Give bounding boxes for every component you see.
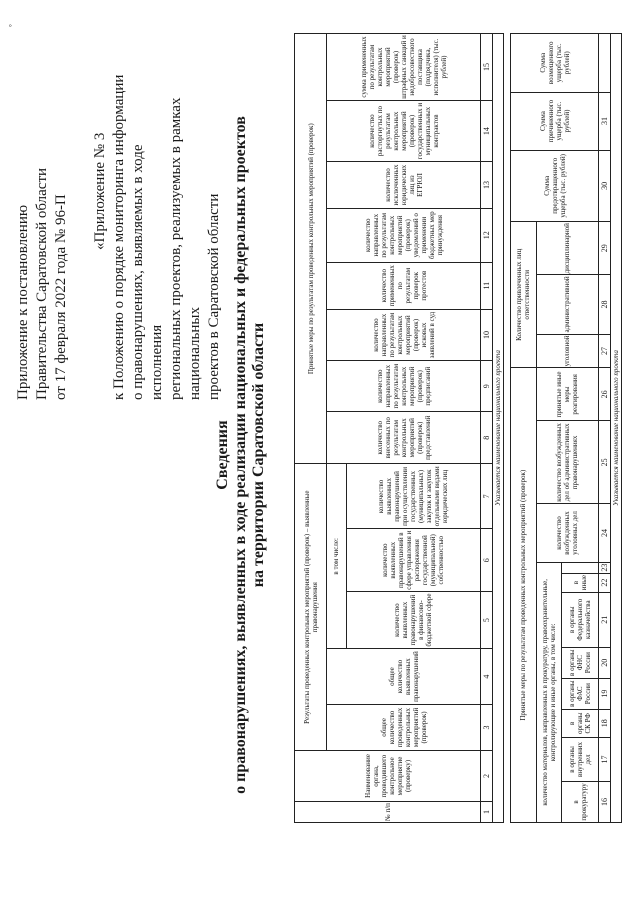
col-total-checks-header: общее количество проведенных контрольных мероприятий (проверок): [327, 704, 481, 750]
t2-project-name-band: Указывается наименование национального проекта: [611, 34, 622, 823]
title-line-3: на территории Саратовской области: [250, 322, 267, 588]
header-row-1: [295, 34, 327, 823]
num-cell: 26: [599, 368, 611, 421]
t2-treasury-header: в органы Федерального казначейства: [562, 592, 599, 647]
t2-criminal-liability-header: уголовной: [536, 334, 598, 368]
document-title: [214, 65, 268, 845]
num-cell: 8: [481, 412, 493, 464]
t2-internal-affairs-header: в органы внутренних дел: [562, 738, 599, 782]
num-cell: 23: [599, 563, 609, 572]
col-representations-header: количество внесенных по результатам контрольных мероприятий (проверок) представлений: [327, 412, 481, 464]
corner-mark: °: [8, 24, 16, 27]
col-protests-header: количество примененных по результатам проверок протестов: [327, 262, 481, 309]
num-cell: 2: [481, 751, 493, 802]
num-cell: 16: [599, 781, 611, 822]
t2-criminal-cases-header: количество возбужденных уголовных дел: [536, 504, 598, 562]
title-line-1: Сведения: [214, 420, 231, 490]
col-financial-header: количество выявленных правонарушений в финансово-бюджетной сфере: [346, 591, 480, 648]
t2-admin-cases-header: количество возбужденных дел об административных правонарушениях: [536, 421, 598, 504]
num-cell: 5: [481, 591, 493, 648]
t2-fas-header: в органы ФАС России: [562, 678, 599, 709]
num-cell: 19: [599, 678, 611, 709]
subtitle-line-3: региональных проектов, реализуемых в рамках национальных: [168, 97, 203, 400]
num-cell: [599, 34, 611, 93]
num-cell: 1: [481, 802, 493, 823]
num-cell: 11: [481, 262, 493, 309]
col-egrul-header: количество исключенных юридических лиц из ЕГРЮЛ: [327, 162, 481, 209]
header-row-2: [327, 34, 347, 823]
t2-header-row-1: [511, 34, 537, 823]
violations-table: [294, 33, 504, 823]
t2-empty-header: [562, 562, 599, 573]
header-line-1: Приложение к постановлению: [15, 204, 31, 400]
num-cell: 21: [599, 592, 611, 647]
header-line-2: Правительства Саратовской области: [34, 167, 50, 400]
col-total-violations-header: общее количество выявленных правонарушений: [327, 649, 481, 705]
column-numbers-row: [481, 34, 493, 823]
col-fines-header: сумма примененных по результатам контрольных мероприятий (проверок) штрафных санкций и недобросовестного поставщика (подрядчика, исполнителя) (тыс. рублей): [327, 34, 481, 101]
subtitle-line-1: к Положению о порядке мониторинга информации: [111, 74, 127, 400]
title-line-2: о правонарушениях, выявленных в ходе реализации национальных и федеральных проектов: [232, 116, 249, 794]
measures-table: [510, 33, 622, 823]
t2-admin-liability-header: административной: [536, 275, 598, 334]
resolution-header: [14, 70, 224, 400]
results-group-header: Результаты проведенных контрольных мероприятий (проверок) – выявленные правонарушения: [295, 464, 327, 751]
t2-column-numbers-row: [599, 34, 611, 823]
project-band-row: [493, 34, 504, 823]
num-cell: 17: [599, 738, 611, 782]
num-cell: 12: [481, 208, 493, 262]
col-lawsuits-header: количество направленных по результатам контрольных мероприятий (проверок) исковых заявлений в суд: [327, 309, 481, 361]
t2-materials-header: количество материалов, направленных в прокуратуру, правоохранительные, контролирующие и иные органы, в том числе:: [536, 562, 562, 822]
num-cell: 24: [599, 504, 611, 562]
t2-prevented-damage-header: Сумма предотвращенного ущерба (тыс. рублей): [511, 150, 599, 222]
t2-other-header: в иные: [562, 573, 599, 592]
num-cell: 27: [599, 334, 611, 368]
appendix-label: «Приложение № 3: [92, 132, 108, 250]
subtitle-line-2: о правонарушениях, выявляемых в ходе исполнения: [130, 144, 165, 400]
col-prescriptions-header: количество направленных по результатам контрольных мероприятий (проверок) предписаний: [327, 361, 481, 412]
num-cell: 7: [481, 464, 493, 529]
col-procurement-header: количество выявленных правонарушений при осуществлении государственных (муниципальных) закупок и закупок отдельными видами юридических лиц: [346, 464, 480, 529]
t2-compensated-damage-header: Сумма возмещенного ущерба (тыс. рублей): [511, 34, 599, 93]
t2-measures-group-header: Принятые меры по результатам проведенных контрольных мероприятий (проверок): [511, 368, 537, 823]
including-header: в том числе:: [327, 464, 347, 649]
num-cell: 18: [599, 709, 611, 737]
col-number-header: № п/п: [295, 802, 481, 823]
num-cell: 9: [481, 361, 493, 412]
col-property-header: количество выявленных правонарушений в сфере управления и распоряжения государственной (муниципальной) собственностью: [346, 529, 480, 592]
project-name-band: Указывается наименование национального проекта: [493, 34, 504, 823]
num-cell: 6: [481, 529, 493, 592]
col-organization-header: Наименование органа, проводившего контрольное мероприятие (проверку): [295, 751, 481, 802]
col-budget-measures-header: количество направленных по результатам контрольных мероприятий (проверок) уведомлений о применении бюджетных мер принуждения: [327, 208, 481, 262]
num-cell: 15: [481, 34, 493, 101]
num-cell: 20: [599, 647, 611, 678]
num-cell: 30: [599, 150, 611, 222]
subtitle-line-4: проектов в Саратовской области: [206, 193, 222, 400]
num-cell: 22: [599, 573, 611, 592]
num-cell: 29: [599, 222, 611, 275]
t2-other-measures-header: принятые иные меры реагирования: [536, 368, 598, 421]
num-cell: 28: [599, 275, 611, 334]
t2-prosecutor-header: в прокуратуру: [562, 781, 599, 822]
t2-caused-damage-header: Сумма причиненного ущерба (тыс. рублей): [511, 92, 599, 150]
header-line-3: от 17 февраля 2022 года № 96-П: [53, 194, 69, 400]
num-cell: 31: [599, 92, 611, 150]
num-cell: 4: [481, 649, 493, 705]
t2-sk-header: в органы СК РФ: [562, 709, 599, 737]
num-cell: 10: [481, 309, 493, 361]
num-cell: 13: [481, 162, 493, 209]
t2-persons-header: Количество привлеченных лиц ответственности: [511, 222, 537, 368]
t2-disciplinary-liability-header: дисциплинарной: [536, 222, 598, 275]
measures-group-header: Принятые меры по результатам проведенных контрольных мероприятий (проверок): [295, 34, 327, 464]
col-contracts-header: количество расторгнутых по результатам контрольных мероприятий (проверок) государственных и муниципальных контрактов: [327, 101, 481, 162]
num-cell: 3: [481, 704, 493, 750]
t2-fns-header: в органы ФНС России: [562, 647, 599, 678]
num-cell: 14: [481, 101, 493, 162]
t2-project-band-row: [611, 34, 622, 823]
num-cell: 25: [599, 421, 611, 504]
